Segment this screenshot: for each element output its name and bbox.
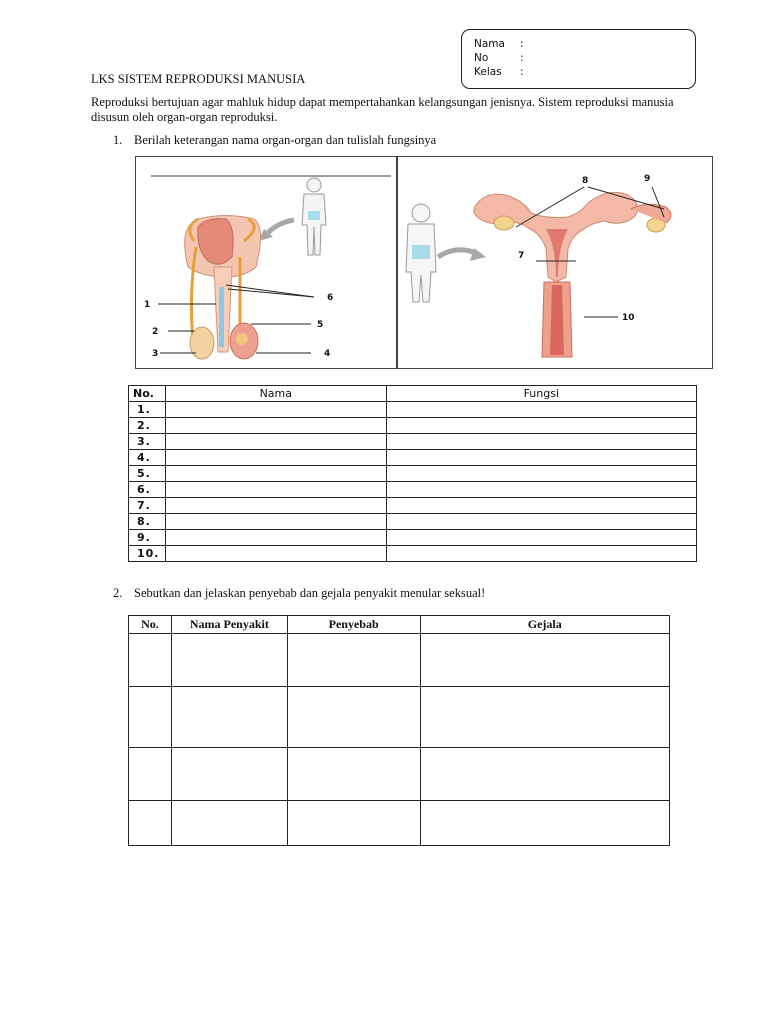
table-header-row: [129, 386, 697, 402]
table-row: [129, 801, 670, 846]
table-row: [129, 402, 697, 418]
name-separator: :: [520, 38, 524, 50]
cell-nama[interactable]: [165, 514, 386, 530]
male-label-1: 1: [144, 300, 151, 310]
cell-no[interactable]: [129, 687, 172, 748]
cell-nama[interactable]: [165, 466, 386, 482]
cell-penyebab[interactable]: [287, 748, 420, 801]
table-row: [129, 687, 670, 748]
row-number: 3.: [129, 434, 166, 450]
cell-fungsi[interactable]: [386, 530, 696, 546]
female-anatomy-icon: [474, 192, 671, 357]
row-number: 8.: [129, 514, 166, 530]
question-1-text: Berilah keterangan nama organ-organ dan tulislah fungsinya: [134, 133, 437, 147]
header-no: No.: [129, 386, 166, 402]
table-row: [129, 466, 697, 482]
female-label-8: 8: [582, 176, 589, 186]
cell-penyebab[interactable]: [287, 801, 420, 846]
class-field[interactable]: [474, 66, 524, 78]
female-label-9: 9: [644, 174, 651, 184]
cell-penyebab[interactable]: [287, 634, 420, 687]
cell-nama[interactable]: [165, 402, 386, 418]
cell-gejala[interactable]: [420, 634, 669, 687]
cell-no[interactable]: [129, 634, 172, 687]
header-fungsi: Fungsi: [386, 386, 696, 402]
header-penyebab: Penyebab: [287, 616, 420, 634]
table-row: [129, 748, 670, 801]
table-row: [129, 434, 697, 450]
row-number: 6.: [129, 482, 166, 498]
worksheet-title: LKS SISTEM REPRODUKSI MANUSIA: [91, 72, 306, 86]
cell-nama[interactable]: [165, 482, 386, 498]
table-row: [129, 418, 697, 434]
table-row: [129, 498, 697, 514]
name-label: Nama: [474, 38, 505, 50]
cell-fungsi[interactable]: [386, 546, 696, 562]
class-separator: :: [520, 66, 524, 78]
row-number: 9.: [129, 530, 166, 546]
number-separator: :: [520, 52, 524, 64]
male-label-2: 2: [152, 327, 159, 337]
cell-fungsi[interactable]: [386, 482, 696, 498]
cell-nama[interactable]: [165, 546, 386, 562]
cell-nama[interactable]: [165, 498, 386, 514]
cell-fungsi[interactable]: [386, 466, 696, 482]
std-disease-table: [128, 615, 670, 846]
row-number: 1.: [129, 402, 166, 418]
row-number: 10.: [129, 546, 166, 562]
figure-divider: [396, 156, 398, 369]
cell-nama[interactable]: [165, 434, 386, 450]
cell-fungsi[interactable]: [386, 498, 696, 514]
figure-illustration: [136, 157, 711, 367]
row-number: 2.: [129, 418, 166, 434]
organ-function-table: [128, 385, 697, 562]
cell-nama-penyakit[interactable]: [171, 634, 287, 687]
table-row: [129, 634, 670, 687]
table-row: [129, 482, 697, 498]
student-identity-box: [461, 29, 696, 89]
cell-fungsi[interactable]: [386, 418, 696, 434]
cell-nama-penyakit[interactable]: [171, 801, 287, 846]
reproductive-organs-figure: [135, 156, 713, 369]
question-1-number: 1.: [113, 133, 123, 147]
number-label: No: [474, 52, 489, 64]
table-row: [129, 514, 697, 530]
name-field[interactable]: [474, 38, 524, 50]
cell-nama[interactable]: [165, 530, 386, 546]
cell-fungsi[interactable]: [386, 514, 696, 530]
cell-nama-penyakit[interactable]: [171, 687, 287, 748]
male-label-4: 4: [324, 349, 331, 359]
cell-nama-penyakit[interactable]: [171, 748, 287, 801]
row-number: 7.: [129, 498, 166, 514]
class-label: Kelas: [474, 66, 502, 78]
male-anatomy-icon: [185, 216, 261, 360]
cell-fungsi[interactable]: [386, 434, 696, 450]
table-row: [129, 546, 697, 562]
cell-gejala[interactable]: [420, 801, 669, 846]
row-number: 4.: [129, 450, 166, 466]
header-nama: Nama: [165, 386, 386, 402]
intro-paragraph: Reproduksi bertujuan agar mahluk hidup dapat mempertahankan kelangsungan jenisnya. Sistem reproduksi manusia disusun oleh organ-organ reproduksi.: [91, 95, 674, 124]
table-row: [129, 530, 697, 546]
male-label-6: 6: [327, 293, 334, 303]
cell-gejala[interactable]: [420, 687, 669, 748]
cell-gejala[interactable]: [420, 748, 669, 801]
cell-no[interactable]: [129, 748, 172, 801]
table-row: [129, 450, 697, 466]
female-label-10: 10: [622, 313, 635, 323]
cell-fungsi[interactable]: [386, 450, 696, 466]
cell-penyebab[interactable]: [287, 687, 420, 748]
male-label-5: 5: [317, 320, 324, 330]
header-no: No.: [129, 616, 172, 634]
cell-nama[interactable]: [165, 450, 386, 466]
female-label-7: 7: [518, 251, 525, 261]
question-2-text: Sebutkan dan jelaskan penyebab dan gejala penyakit menular seksual!: [134, 586, 486, 600]
question-2-number: 2.: [113, 586, 123, 600]
table-header-row: [129, 616, 670, 634]
header-nama-penyakit: Nama Penyakit: [171, 616, 287, 634]
row-number: 5.: [129, 466, 166, 482]
cell-fungsi[interactable]: [386, 402, 696, 418]
cell-nama[interactable]: [165, 418, 386, 434]
header-gejala: Gejala: [420, 616, 669, 634]
number-field[interactable]: [474, 52, 524, 64]
cell-no[interactable]: [129, 801, 172, 846]
male-label-3: 3: [152, 349, 159, 359]
